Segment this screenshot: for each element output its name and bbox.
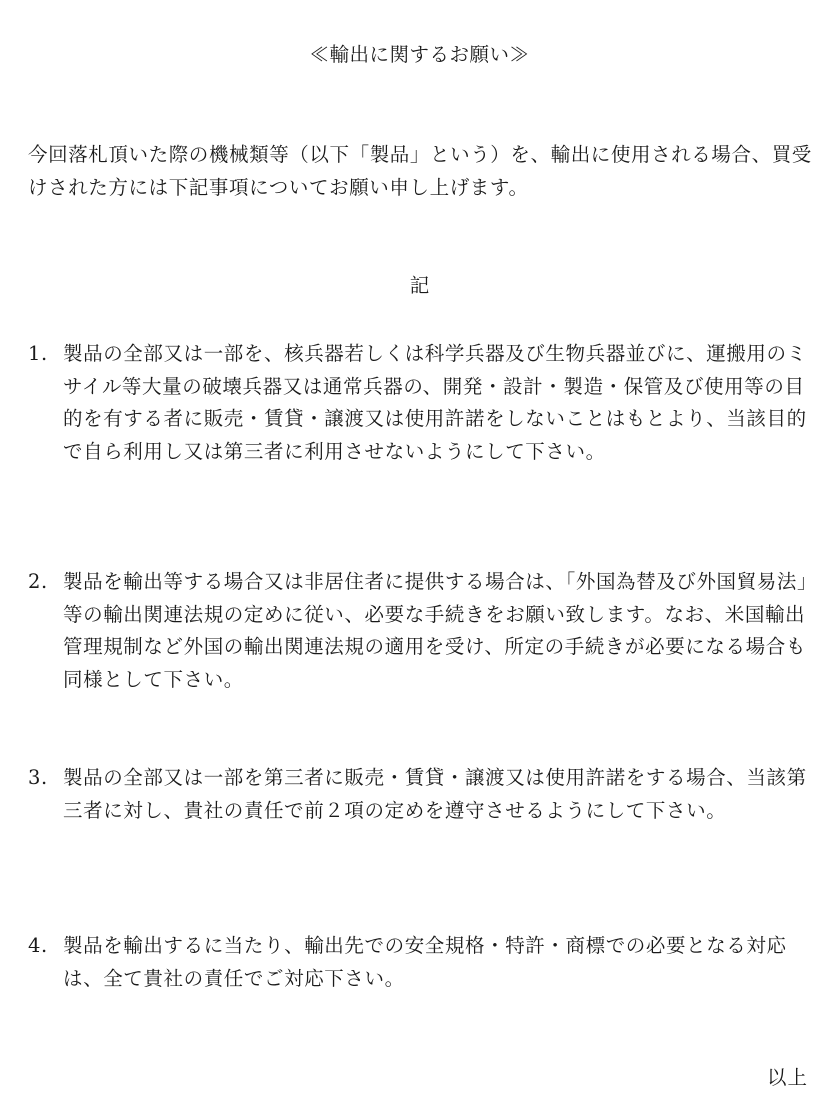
item-number: 1. [28,342,48,365]
closing-text: 以上 [766,1066,808,1089]
item-number: 4. [28,934,48,957]
list-item [28,566,818,696]
item-text: 製品を輸出するに当たり、輸出先での安全規格・特許・商標での必要となる対応は、全て貴社の責任でご対応下さい。 [63,934,787,990]
item-text: 製品の全部又は一部を、核兵器若しくは科学兵器及び生物兵器並びに、運搬用のミサイル等大量の破壊兵器又は通常兵器の、開発・設計・製造・保管及び使用等の目的を有する者に販売・賃貸・譲渡又は使用許諾をしないことはもとより、当該目的で自ら利用し又は第三者に利用させないようにして下さい。 [63,342,807,463]
item-number: 3. [28,766,48,789]
list-item [28,762,818,827]
item-text: 製品の全部又は一部を第三者に販売・賃貸・譲渡又は使用許諾をする場合、当該第三者に対し、貴社の責任で前２項の定めを遵守させるようにして下さい。 [63,766,807,822]
document-title: ≪輸出に関するお願い≫ [309,43,530,66]
list-item [28,930,818,995]
list-item [28,338,818,468]
item-number: 2. [28,570,48,593]
intro-paragraph: 今回落札頂いた際の機械類等（以下「製品」という）を、輸出に使用される場合、買受けされた方には下記事項についてお願い申し上げます。 [28,143,812,199]
ki-heading: 記 [409,274,430,297]
item-text: 製品を輸出等する場合又は非居住者に提供する場合は、「外国為替及び外国貿易法」等の輸出関連法規の定めに従い、必要な手続きをお願い致します。なお、米国輸出管理規制など外国の輸出関連法規の適用を受け、所定の手続きが必要になる場合も同様として下さい。 [63,570,818,691]
